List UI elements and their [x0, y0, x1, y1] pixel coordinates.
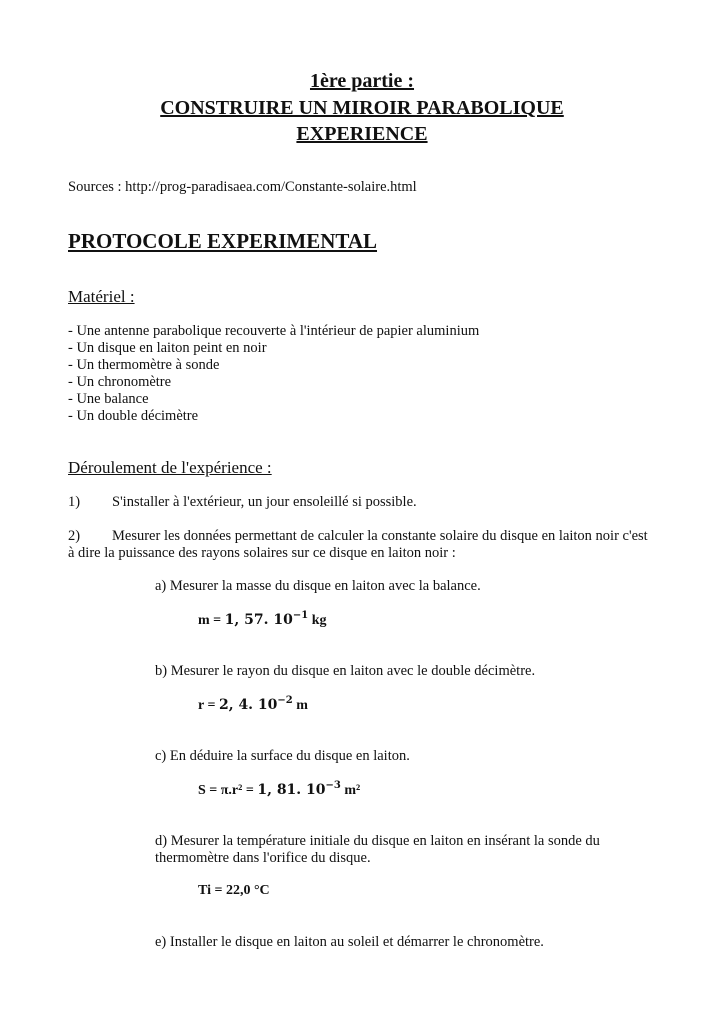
eq-exponent: −3	[325, 780, 341, 791]
eq-value: 2, 4. 10	[218, 697, 278, 713]
equation-mass	[198, 612, 326, 629]
step-1	[68, 494, 417, 511]
eq-lhs: m =	[198, 613, 225, 628]
substep-a-text: a) Mesurer la masse du disque en laiton avec la balance.	[155, 578, 481, 594]
materiel-item: - Une balance	[68, 391, 149, 407]
substep-b-text: b) Mesurer le rayon du disque en laiton avec le double décimètre.	[155, 663, 536, 679]
step-text: S'installer à l'extérieur, un jour ensoleillé si possible.	[112, 494, 417, 510]
materiel-item: - Une antenne parabolique recouverte à l'intérieur de papier aluminium	[68, 323, 480, 339]
materiel-item: - Un double décimètre	[68, 408, 199, 424]
eq-value: 1, 57. 10	[224, 612, 293, 628]
step-number: 2)	[68, 528, 81, 544]
step-2-line-2: à dire la puissance des rayons solaires sur ce disque en laiton noir :	[68, 545, 456, 561]
materiel-item: - Un thermomètre à sonde	[68, 357, 220, 373]
step-2-line-1	[68, 528, 648, 545]
equation-radius	[198, 697, 308, 714]
title-line-3: EXPERIENCE	[296, 123, 428, 145]
eq-unit: kg	[308, 613, 327, 628]
substep-d-line-2: thermomètre dans l'orifice du disque.	[155, 850, 371, 866]
substep-d-line-1: d) Mesurer la température initiale du disque en laiton en insérant la sonde du	[155, 833, 600, 849]
substep-c-text: c) En déduire la surface du disque en laiton.	[155, 748, 410, 764]
substep-e-text: e) Installer le disque en laiton au soleil et démarrer le chronomètre.	[155, 934, 544, 950]
sources-line: Sources : http://prog-paradisaea.com/Constante-solaire.html	[68, 179, 417, 195]
eq-exponent: −2	[277, 695, 293, 706]
step-text: Mesurer les données permettant de calculer la constante solaire du disque en laiton noir c'est	[112, 528, 648, 544]
eq-value: 1, 81. 10	[257, 782, 326, 798]
equation-surface	[198, 782, 360, 799]
materiel-item: - Un chronomètre	[68, 374, 172, 390]
materiel-item: - Un disque en laiton peint en noir	[68, 340, 267, 356]
equation-temperature: Ti = 22,0 °C	[198, 883, 270, 898]
protocol-heading: PROTOCOLE EXPERIMENTAL	[68, 229, 378, 253]
materiel-heading: Matériel :	[68, 287, 135, 306]
step-number: 1)	[68, 494, 81, 510]
eq-lhs: r =	[198, 698, 219, 713]
deroulement-heading: Déroulement de l'expérience :	[68, 458, 272, 477]
title-line-2: CONSTRUIRE UN MIROIR PARABOLIQUE	[160, 97, 564, 119]
eq-unit: m	[292, 698, 308, 713]
eq-exponent: −1	[292, 610, 309, 621]
eq-unit: m²	[340, 783, 361, 798]
title-line-1: 1ère partie :	[309, 70, 415, 92]
eq-lhs: S = π.r² =	[198, 783, 258, 798]
